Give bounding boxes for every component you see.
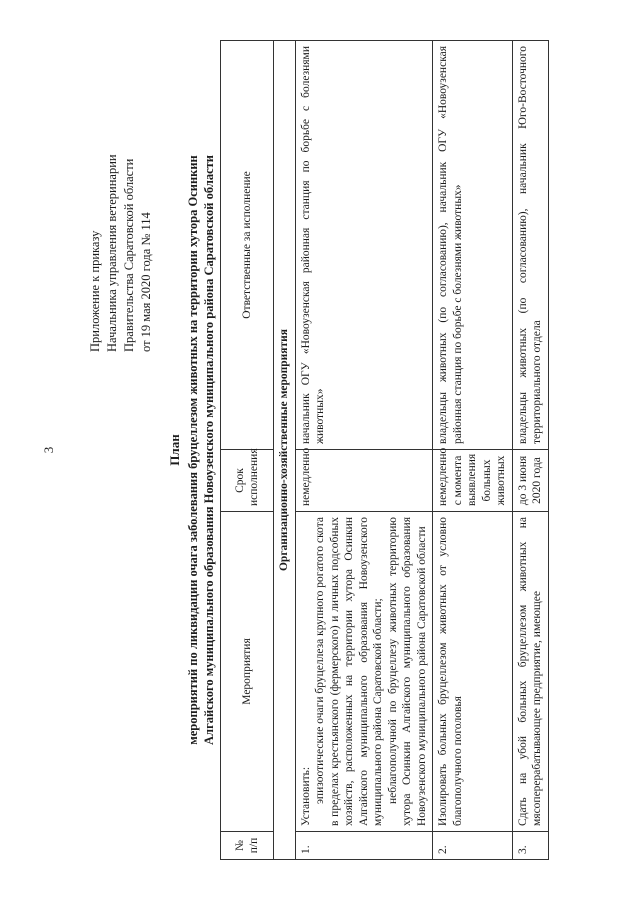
- annex-line: Начальника управления ветеринарии: [105, 154, 119, 352]
- row-responsible: владельцы животных (по согласованию), начальник ОГУ «Новоузенская районная станция по борьбе с болезнями животных»: [433, 41, 513, 450]
- row-term: до 3 июня 2020 года: [512, 450, 548, 512]
- row-measures: [295, 512, 433, 832]
- header-term: Срок исполнения: [221, 450, 274, 512]
- header-measures: Мероприятия: [221, 512, 274, 832]
- row-term: немедленно: [295, 450, 433, 512]
- annex-line: Приложение к приказу: [88, 230, 102, 352]
- measures-lead: Установить:: [299, 766, 312, 826]
- table-row: [295, 41, 433, 860]
- row-num: 3.: [512, 832, 548, 860]
- annex-line: Правительства Саратовской области: [122, 158, 136, 352]
- measures-paragraph: эпизоотические очаги бруцеллеза крупного рогатого скота в пределах крестьянского (фермерского) и личных подсобных хозяйств, расположенных на территории хутора Осинкин Алгайского муниципального образования Новоузенского муниципального района Саратовской области;: [314, 517, 384, 826]
- row-responsible: владельцы животных (по согласованию), начальник Юго-Восточного территориального отдела: [512, 41, 548, 450]
- table-row: [433, 41, 513, 860]
- row-num: 1.: [295, 832, 433, 860]
- section-title: Организационно-хозяйственные мероприятия: [274, 41, 296, 860]
- header-num: № п/п: [221, 832, 274, 860]
- row-num: 2.: [433, 832, 513, 860]
- document-page: [35, 20, 635, 880]
- row-measures: Сдать на убой больных бруцеллезом животных на мясоперерабатывающее предприятие, имеющее: [512, 512, 548, 832]
- table-header-row: [221, 41, 274, 860]
- page-number: 3: [41, 446, 56, 454]
- header-responsible: Ответственные за исполнение: [221, 41, 274, 450]
- section-row: [274, 41, 296, 860]
- subtitle-line: Алгайского муниципального образования Новоузенского муниципального района Саратовской области: [202, 155, 216, 745]
- row-responsible: начальник ОГУ «Новоузенская районная станция по борьбе с болезнями животных»: [295, 41, 433, 450]
- subtitle-line: мероприятий по ликвидации очага заболевания бруцеллезом животных на территории хутора Осинкин: [186, 155, 200, 745]
- table-row: [512, 41, 548, 860]
- measures-table: [220, 40, 549, 860]
- annex-line: от 19 мая 2020 года № 114: [139, 212, 153, 352]
- annex-block: [87, 22, 155, 352]
- row-term: немедленно с момента выявления больных животных: [433, 450, 513, 512]
- measures-paragraph: неблагополучной по бруцеллезу животных территорию хутора Осинкин Алгайского муниципального образования Новоузенского муниципального района Саратовской области: [386, 517, 428, 826]
- plan-subtitle: [185, 20, 217, 880]
- plan-title: План: [167, 434, 182, 466]
- row-measures: Изолировать больных бруцеллезом животных от условно благополучного поголовья: [433, 512, 513, 832]
